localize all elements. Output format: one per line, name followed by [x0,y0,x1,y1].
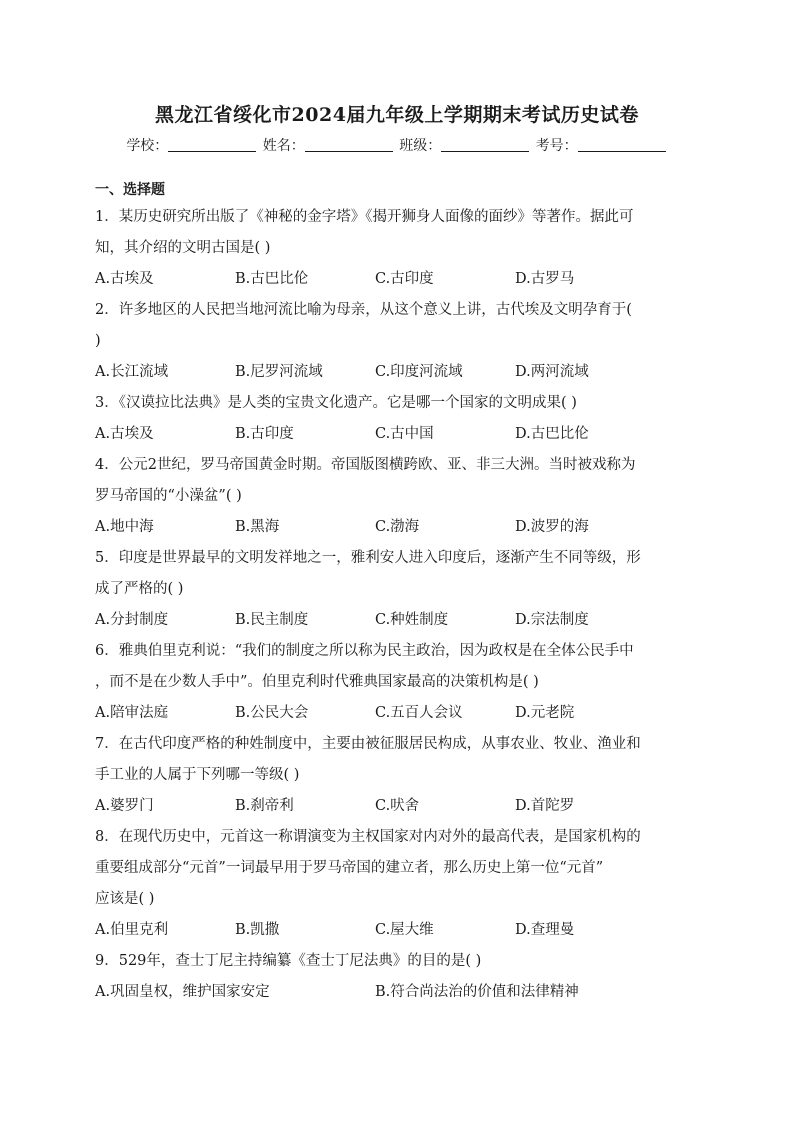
option-c[interactable]: C.渤海 [375,519,420,535]
option-b[interactable]: B.凯撒 [235,922,280,938]
class-blank[interactable] [441,135,529,152]
name-label: 姓名： [262,138,305,154]
question-stem-line: 1．某历史研究所出版了《神秘的金字塔》《揭开狮身人面像的面纱》等著作。据此可 [95,209,634,225]
option-a[interactable]: A.古埃及 [95,426,154,442]
option-c[interactable]: C.古印度 [375,271,434,287]
section-title: 一、选择题 [95,182,165,198]
question-8 [95,822,699,946]
option-a[interactable]: A.古埃及 [95,271,154,287]
question-2 [95,295,699,388]
question-stem-line: 8．在现代历史中，元首这一称谓演变为主权国家对内对外的最高代表，是国家机构的 [95,829,641,845]
option-c[interactable]: C.古中国 [375,426,434,442]
option-a[interactable]: A.伯里克利 [95,922,169,938]
options-row [95,419,699,450]
options-row [95,512,699,543]
school-label: 学校： [126,138,169,154]
option-b[interactable]: B.黑海 [235,519,280,535]
name-blank[interactable] [305,135,393,152]
option-b[interactable]: B.古巴比伦 [235,271,309,287]
question-1 [95,202,699,295]
name-field [263,134,395,158]
option-c[interactable]: C.种姓制度 [375,612,449,628]
option-c[interactable]: C.吠舍 [375,798,420,814]
student-info-line [95,134,699,158]
school-field [126,134,258,158]
question-4 [95,450,699,543]
question-stem-line: 7．在古代印度严格的种姓制度中，主要由被征服居民构成，从事农业、牧业、渔业和 [95,736,641,752]
exam-number-field [536,134,668,158]
question-5 [95,543,699,636]
options-row [95,264,699,295]
option-c[interactable]: C.印度河流域 [375,364,463,380]
question-list [95,202,699,1008]
question-stem-line: 3．《汉谟拉比法典》是人类的宝贵文化遗产。它是哪一个国家的文明成果( ) [95,395,577,411]
question-7 [95,729,699,822]
exam-title: 黑龙江省绥化市2024届九年级上学期期末考试历史试卷 [155,104,639,126]
question-stem-line: 9．529年，查士丁尼主持编纂《查士丁尼法典》的目的是( ) [95,953,482,969]
question-9 [95,946,699,1008]
option-d[interactable]: D.查理曼 [515,922,575,938]
option-b[interactable]: B.公民大会 [235,705,309,721]
option-a[interactable]: A.地中海 [95,519,154,535]
question-stem-line: 成了严格的( ) [95,581,184,597]
option-a[interactable]: A.巩固皇权，维护国家安定 [95,984,270,1000]
option-a[interactable]: A.婆罗门 [95,798,154,814]
question-stem-line: 罗马帝国的“小澡盆”( ) [95,488,242,504]
options-row [95,915,699,946]
question-3 [95,388,699,450]
question-stem-line: 手工业的人属于下列哪一等级( ) [95,767,300,783]
options-row [95,357,699,388]
class-label: 班级： [399,138,442,154]
question-stem-line: 6．雅典伯里克利说：“我们的制度之所以称为民主政治，因为政权是在全体公民手中 [95,643,634,659]
question-stem-line: ) [95,333,101,349]
option-b[interactable]: B.尼罗河流域 [235,364,323,380]
option-d[interactable]: D.波罗的海 [515,519,589,535]
option-a[interactable]: A.分封制度 [95,612,169,628]
options-row [95,605,699,636]
option-d[interactable]: D.宗法制度 [515,612,589,628]
option-c[interactable]: C.五百人会议 [375,705,463,721]
option-d[interactable]: D.元老院 [515,705,575,721]
options-row [95,977,699,1008]
question-stem-line: 重要组成部分“元首”一词最早用于罗马帝国的建立者，那么历史上第一位“元首” [95,860,604,876]
option-b[interactable]: B.古印度 [235,426,294,442]
option-b[interactable]: B.符合尚法治的价值和法律精神 [375,984,579,1000]
option-c[interactable]: C.屋大维 [375,922,434,938]
exam-number-blank[interactable] [578,135,666,152]
question-stem-line: ，而不是在少数人手中”。伯里克利时代雅典国家最高的决策机构是( ) [95,674,539,690]
class-field [399,134,531,158]
question-stem-line: 2．许多地区的人民把当地河流比喻为母亲，从这个意义上讲，古代埃及文明孕育于( [95,302,632,318]
option-b[interactable]: B.民主制度 [235,612,309,628]
question-stem-line: 应该是( ) [95,891,155,907]
question-stem-line: 知，其介绍的文明古国是( ) [95,240,271,256]
option-d[interactable]: D.古巴比伦 [515,426,589,442]
option-d[interactable]: D.两河流域 [515,364,589,380]
question-stem-line: 4．公元2世纪，罗马帝国黄金时期。帝国版图横跨欧、亚、非三大洲。当时被戏称为 [95,457,636,473]
exam-number-label: 考号： [535,138,578,154]
options-row [95,791,699,822]
option-b[interactable]: B.刹帝利 [235,798,294,814]
question-6 [95,636,699,729]
school-blank[interactable] [168,135,256,152]
option-d[interactable]: D.首陀罗 [515,798,575,814]
question-stem-line: 5．印度是世界最早的文明发祥地之一，雅利安人进入印度后，逐渐产生不同等级，形 [95,550,641,566]
options-row [95,698,699,729]
option-a[interactable]: A.长江流域 [95,364,169,380]
option-a[interactable]: A.陪审法庭 [95,705,169,721]
option-d[interactable]: D.古罗马 [515,271,575,287]
